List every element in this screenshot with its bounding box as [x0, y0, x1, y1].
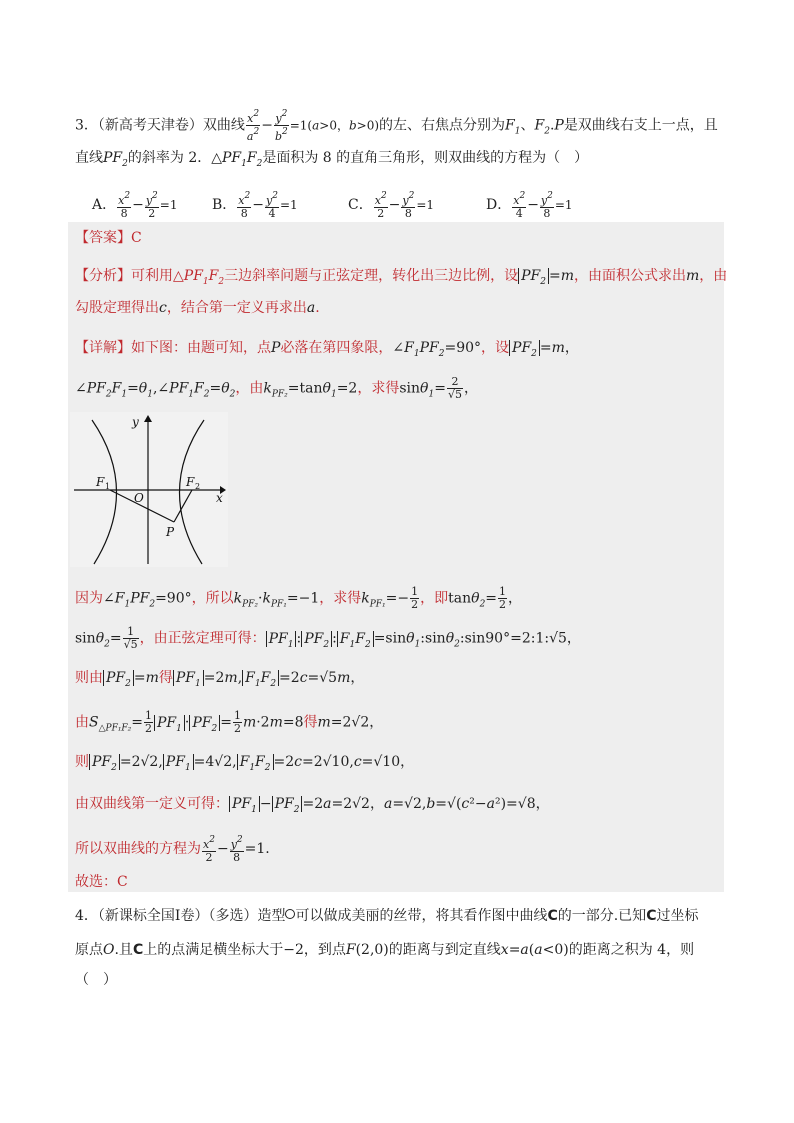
answer-value: C — [131, 230, 142, 246]
detail-step2: sinθ$_2$= $\frac{1}{√5}$ ，由正弦定理可得： $PF_1$ : $PF_2$ : $F_1F_2$ =sinθ$_1$:sinθ$_2$:sin90°=2:1:√5， — [75, 625, 581, 651]
fraction: $\frac{x^2}{a^2}$ — [246, 109, 260, 143]
option-b: B． $\frac{x^2}{8}$ − $\frac{y^2}{4}$ =1 — [212, 191, 298, 220]
ribbon-symbol — [285, 909, 295, 919]
svg-text:2: 2 — [195, 482, 201, 491]
q3-number: 3． — [75, 117, 98, 134]
label-o: O — [134, 491, 144, 505]
y-axis-arrow — [144, 415, 152, 422]
q3-source: （新高考天津卷） — [97, 117, 203, 134]
analysis-line1: 【分析】可利用$\triangle PF_1F_2$三边斜率问题与正弦定理，转化出三边比例，设 $PF_2 =m$，由面积公式求出m，由 — [75, 268, 728, 287]
option-c: C． $\frac{x^2}{2}$ − $\frac{y^2}{8}$ =1 — [348, 191, 435, 220]
right-branch — [179, 420, 204, 564]
q3-line2: 直线$PF_2$的斜率为 2．$\triangle PF_1F_2$是面积为 8 的直角三角形，则双曲线的方程为（ ） — [75, 150, 589, 169]
option-d: D． $\frac{x^2}{4}$ − $\frac{y^2}{8}$ =1 — [486, 191, 573, 220]
answer-line — [75, 228, 726, 248]
analysis-tag: 【分析】 — [75, 268, 131, 284]
detail-conclusion: 故选：C — [75, 874, 128, 890]
segment-pf2 — [174, 490, 192, 522]
q4-line1: 4．（新课标全国Ⅰ卷）（多选）造型 可以做成美丽的丝带，将其看作图中曲线C的一部分.已知C过坐标 — [75, 908, 699, 924]
q3-line1: 3．（新高考天津卷）双曲线 $\frac{x^2}{a^2}$ − $\frac{y^2}{b^2}$ =1(a>0，b>0)的左、右焦点分别为$F_1$、$F_2.P$是双曲线右支上一点，且 — [75, 109, 718, 143]
answer-tag: 【答案】 — [75, 230, 131, 246]
analysis-line2: 勾股定理得出c，结合第一定义再求出a. — [75, 300, 320, 316]
label-y: y — [132, 415, 139, 429]
label-p: P — [166, 525, 175, 539]
detail-step4: 由$S_{\triangle PF_1F_2}=$ $\frac{1}{2}$ $PF_1 \cdot PF_2$ = $\frac{1}{2}$ m·2m=8得m=2√2， — [75, 709, 384, 735]
label-f2: F — [186, 475, 195, 489]
option-a: A． $\frac{x^2}{8}$ − $\frac{y^2}{2}$ =1 — [92, 191, 178, 220]
detail-step5: 则 $PF_2 =2√2$, $PF_1 =4√2$, $F_1F_2 =2c=2√10,c=√10$， — [75, 754, 415, 773]
q4-line3: （ ） — [75, 972, 117, 988]
svg-text:1: 1 — [105, 482, 111, 491]
detail-line1: 【详解】如下图：由题可知，点P必落在第四象限，$\angle F_1PF_2=90^\circ$，设 $PF_2 =m$， — [75, 340, 579, 359]
hyperbola-diagram — [70, 412, 228, 567]
label-x: x — [216, 491, 223, 505]
hyperbola-figure — [70, 412, 228, 567]
detail-step7: 所以双曲线的方程为 $\frac{x^2}{2}$ − $\frac{y^2}{8}$ =1. — [75, 835, 270, 864]
detail-tag: 【详解】 — [75, 340, 131, 356]
detail-step3: 则由 $PF_2 =m$得 $PF_1 =2m$, $F_1F_2 =2c=√5m$， — [75, 670, 365, 689]
q4-line2: 原点O.且C上的点满足横坐标大于−2，到点F(2,0)的距离与到定直线x=a(a<0)的距离之积为 4，则 — [75, 942, 695, 958]
detail-step1: 因为$\angle F_1PF_2=90^\circ$，所以$k_{PF_2}\cdot k_{PF_1}=-1$，求得$k_{PF_1}=-$ $\frac{1}{2}$ ，即tanθ$_2$= $\frac{1}{2}$ ， — [75, 585, 523, 611]
q4-number: 4． — [75, 908, 98, 924]
detail-step6: 由双曲线第一定义可得： $PF_1 - PF_2 =2a=2√2$，a=√2,b=√(c²−a²)=√8， — [75, 796, 550, 815]
detail-line2: $\angle PF_2F_1=\theta_1,\angle PF_1F_2=\theta_2$，由$k_{PF_2}=\tan\theta_1=2$，求得sinθ$_1$= $\frac{2}{√5}$ ， — [75, 375, 478, 401]
label-f1: F — [96, 475, 105, 489]
